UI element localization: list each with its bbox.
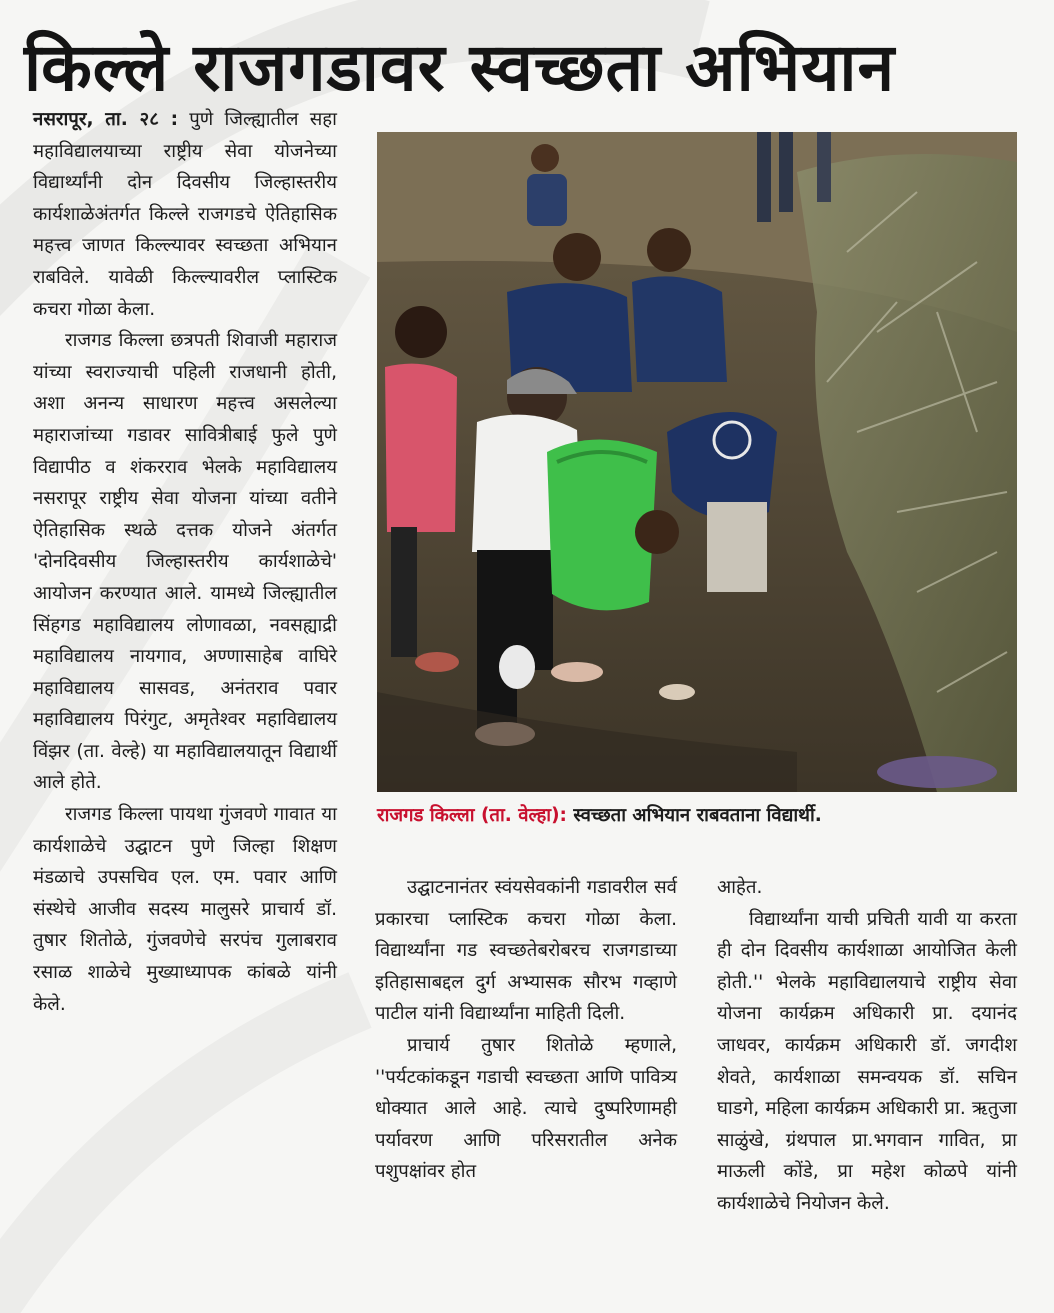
paragraph-7: विद्यार्थ्यांना याची प्रचिती यावी या करता ही दोन दिवसीय कार्यशाळा आयोजित केली होती.'' भेलके महाविद्यालयाचे राष्ट्रीय सेवा योजना कार्यक्रम अधिकारी प्रा. दयानंद जाधवर, कार्यक्रम अधिकारी डॉ. जगदीश शेवते, कार्यशाळा समन्वयक डॉ. सचिन घाडगे, महिला कार्यक्रम अधिकारी प्रा. ऋतुजा साळुंखे, ग्रंथपाल प्रा.भगवान गावित, प्रा माऊली कोंडे, प्रा महेश कोळपे यांनी कार्यशाळेचे नियोजन केले. — [717, 908, 1017, 1214]
paragraph-5: प्राचार्य तुषार शितोळे म्हणाले, ''पर्यटकांकडून गडाची स्वच्छता आणि पावित्र्य धोक्यात आले आहे. त्याचे दुष्परिणामही पर्यावरण आणि परिसरातील अनेक पशुपक्षांवर होत — [375, 1034, 677, 1183]
paragraph-6: आहेत. — [717, 877, 763, 898]
dateline: नसरापूर, ता. २८ : — [33, 109, 179, 130]
paragraph-2: राजगड किल्ला छत्रपती शिवाजी महाराज यांच्या स्वराज्याची पहिली राजधानी होती, अशा अनन्य साधारण महत्त्व असलेल्या महाराजांच्या गडावर सावित्रीबाई फुले पुणे विद्यापीठ व शंकरराव भेलके महाविद्यालय नसरापूर राष्ट्रीय सेवा योजना यांच्या वतीने ऐतिहासिक स्थळे दत्तक योजने अंतर्गत 'दोनदिवसीय जिल्हास्तरीय कार्यशाळेचे' आयोजन करण्यात आले. यामध्ये जिल्ह्यातील सिंहगड महाविद्यालय लोणावळा, नवसह्याद्री महाविद्यालय नायगाव, अण्णासाहेब वाघिरे महाविद्यालय सासवड, अनंतराव पवार महाविद्यालय पिरंगुट, अमृतेश्वर महाविद्यालय विंझर (ता. वेल्हे) या महाविद्यालयातून विद्यार्थी आले होते. — [33, 330, 337, 794]
article-column-1 — [33, 104, 337, 1020]
paragraph-4: उद्घाटनानंतर स्वंयसेवकांनी गडावरील सर्व प्रकारचा प्लास्टिक कचरा गोळा केला. विद्यार्थ्यांना गड स्वच्छतेबरोबरच राजगडाच्या इतिहासाबद्दल दुर्ग अभ्यासक सौरभ गव्हाणे पाटील यांनी विद्यार्थ्यांना माहिती दिली. — [375, 877, 677, 1025]
paragraph-1-text: पुणे जिल्ह्यातील सहा महाविद्यालयाच्या राष्ट्रीय सेवा योजनेच्या विद्यार्थ्यांनी दोन दिवसीय जिल्हास्तरीय कार्यशाळेअंतर्गत किल्ले राजगडचे ऐतिहासिक महत्त्व जाणत किल्ल्यावर स्वच्छता अभियान राबविले. यावेळी किल्ल्यावरील प्लास्टिक कचरा गोळा केला. — [33, 109, 337, 320]
caption-place: राजगड किल्ला (ता. वेल्हा): — [377, 805, 567, 826]
paragraph-3: राजगड किल्ला पायथा गुंजवणे गावात या कार्यशाळेचे उद्घाटन पुणे जिल्हा शिक्षण मंडळाचे उपसचिव एल. एम. पवार आणि संस्थेचे आजीव सदस्य मालुसरे प्राचार्य डॉ. तुषार शितोळे, गुंजवणेचे सरपंच गुलाबराव रसाळ शाळेचे मुख्याध्यापक कांबळे यांनी केले. — [33, 804, 337, 1015]
article-column-3 — [717, 872, 1017, 1220]
paragraph-1 — [33, 104, 337, 325]
photo-caption — [377, 801, 1037, 831]
article-column-2 — [375, 872, 677, 1188]
headline: किल्ले राजगडावर स्वच्छता अभियान — [24, 29, 896, 106]
news-photo — [377, 132, 1017, 792]
caption-text: स्वच्छता अभियान राबवताना विद्यार्थी. — [566, 805, 822, 826]
